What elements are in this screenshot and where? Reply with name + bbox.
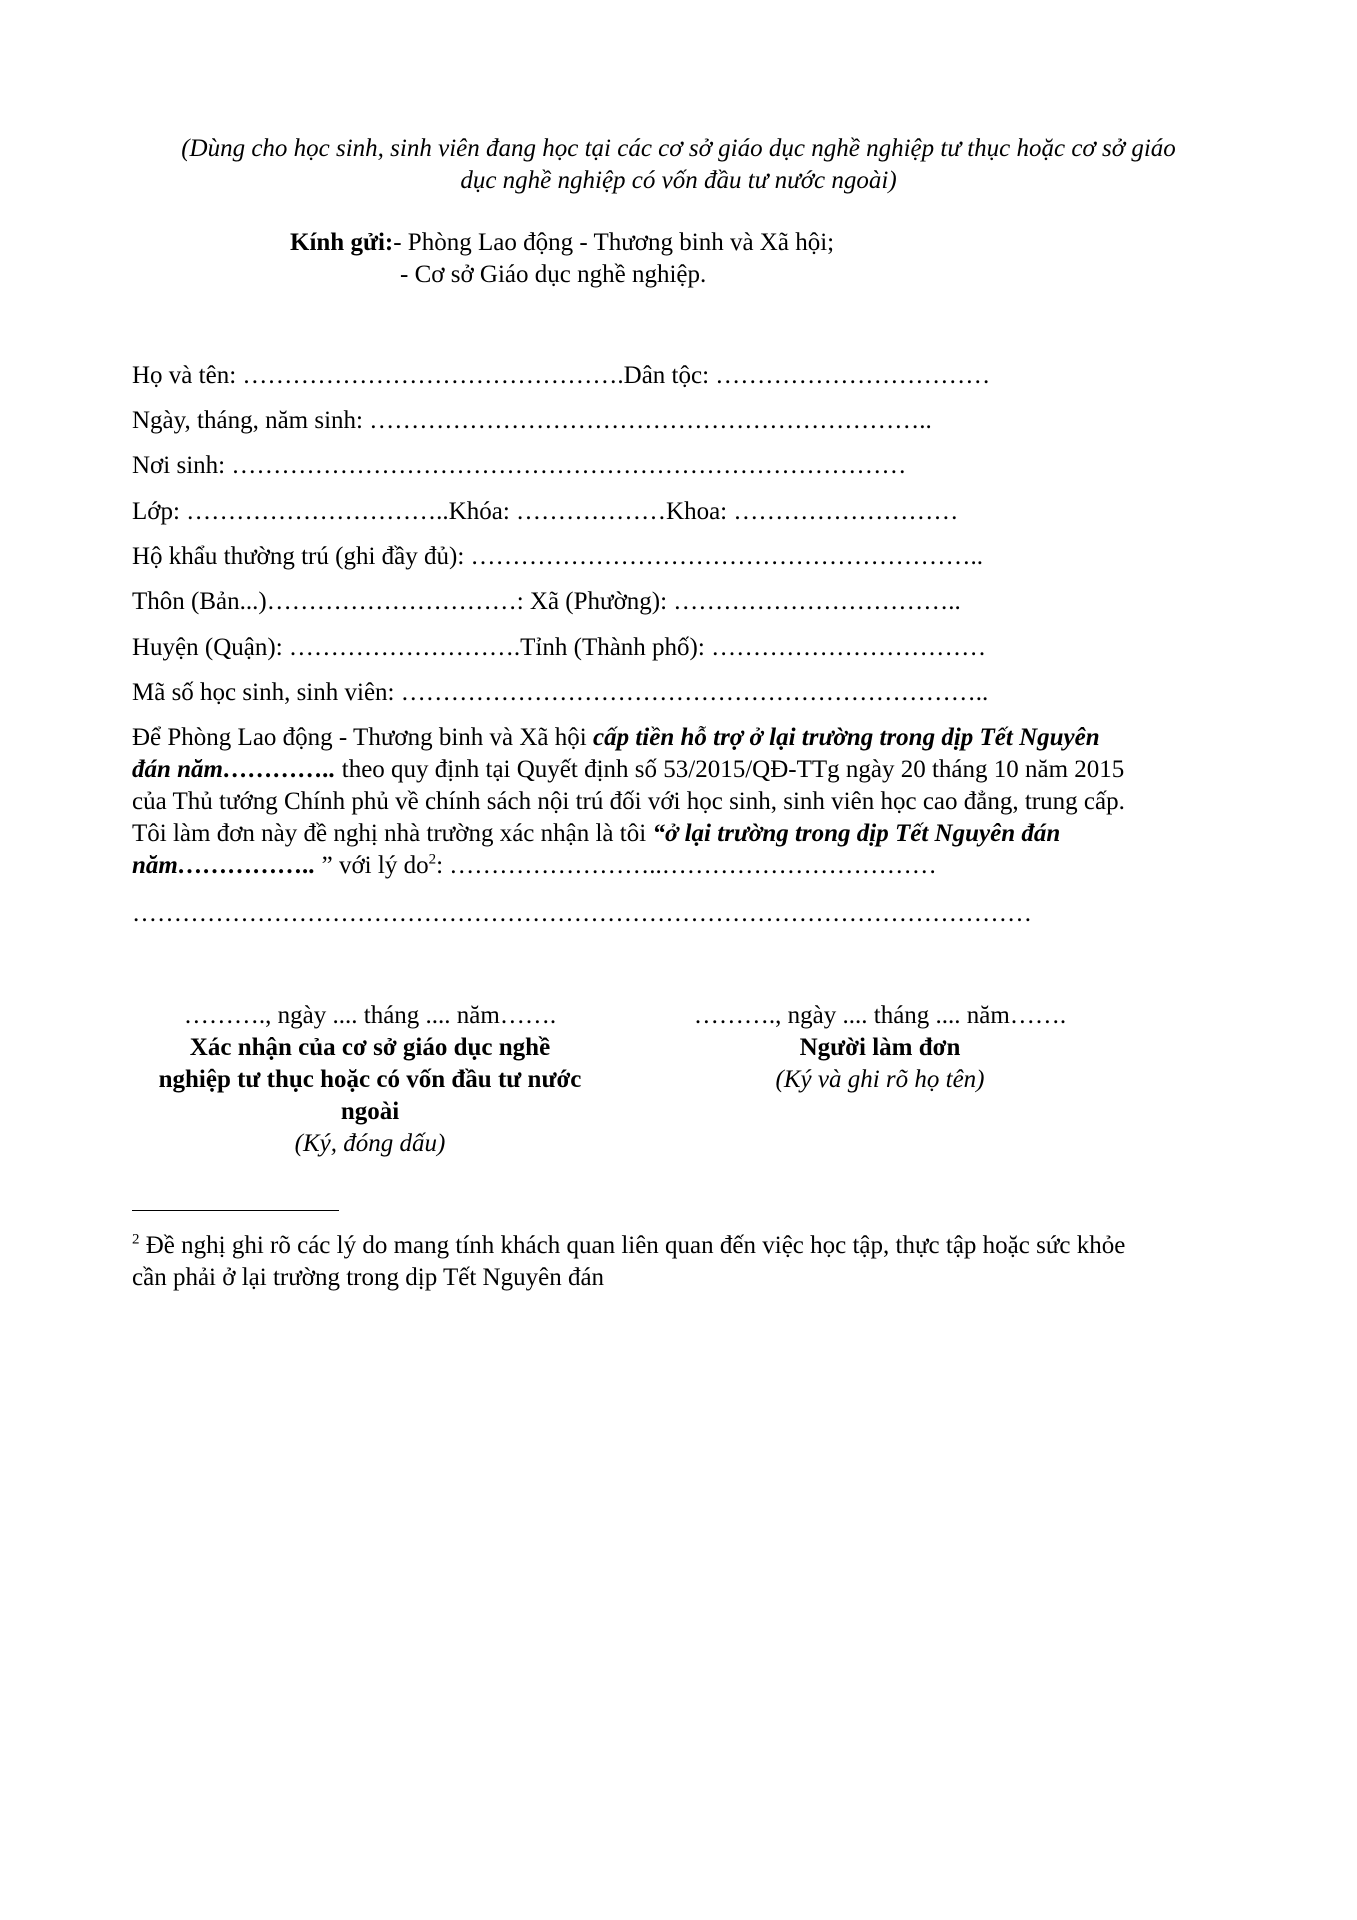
sig-left-date: ………., ngày .... tháng .... năm……. — [183, 1002, 557, 1029]
field-student-id: Mã số học sinh, sinh viên: …………………………………………………………….. — [132, 679, 989, 706]
field-full-name-ethnicity: Họ và tên: ……………………………………….Dân tộc: …………………………… — [132, 362, 991, 389]
field-date-of-birth: Ngày, tháng, năm sinh: ………………………………………………………….. — [132, 407, 932, 434]
sig-right-note: (Ký và ghi rõ họ tên) — [775, 1066, 985, 1093]
body-emphasis: năm…………….. — [132, 852, 316, 879]
body-line-5 — [132, 850, 937, 882]
body-line-6: ……………………………………………………………………………………………… — [132, 900, 1032, 927]
field-class-course-faculty: Lớp: …………………………..Khóa: ………………Khoa: ……………………… — [132, 498, 959, 525]
footnote-text: Đề nghị ghi rõ các lý do mang tính khách quan liên quan đến việc học tập, thực tập hoặc sức khỏe — [139, 1232, 1126, 1259]
footnote-ref: 2 — [428, 851, 437, 868]
field-district-province: Huyện (Quận): ……………………….Tỉnh (Thành phố): …………………………… — [132, 634, 987, 661]
footnote-line-1 — [132, 1230, 1125, 1262]
body-text: : ……………………..…………………………… — [436, 852, 937, 879]
footnote-line-2: cần phải ở lại trường trong dịp Tết Nguyên đán — [132, 1264, 605, 1291]
body-text: theo quy định tại Quyết định số 53/2015/QĐ-TTg ngày 20 tháng 10 năm 2015 — [335, 756, 1125, 783]
field-place-of-birth: Nơi sinh: ……………………………………………………………………… — [132, 452, 907, 479]
body-line-3: của Thủ tướng Chính phủ về chính sách nội trú đối với học sinh, sinh viên học cao đẳng, trung cấp. — [132, 788, 1125, 815]
body-text: ” với lý do — [315, 852, 429, 879]
footnote-number: 2 — [132, 1231, 140, 1248]
body-line-4 — [132, 818, 1060, 850]
sig-left-note: (Ký, đóng dấu) — [294, 1130, 446, 1157]
body-emphasis: cấp tiền hỗ trợ ở lại trường trong dịp Tết Nguyên — [592, 724, 1100, 751]
intro-line-1: (Dùng cho học sinh, sinh viên đang học tại các cơ sở giáo dục nghề nghiệp tư thục hoặc cơ sở giáo — [181, 135, 1176, 162]
recipient-line-1 — [290, 227, 834, 259]
recipient-line-2: - Cơ sở Giáo dục nghề nghiệp. — [400, 261, 707, 288]
recipient-office-1: - Phòng Lao động - Thương binh và Xã hội; — [393, 229, 835, 256]
sig-right-title: Người làm đơn — [799, 1034, 961, 1061]
body-emphasis: đán năm………….. — [132, 756, 336, 783]
sig-left-title-2: nghiệp tư thục hoặc có vốn đầu tư nước — [158, 1066, 582, 1093]
body-emphasis: “ở lại trường trong dịp Tết Nguyên đán — [652, 820, 1061, 847]
footnote-separator — [132, 1210, 339, 1211]
sig-right-date: ………., ngày .... tháng .... năm……. — [693, 1002, 1067, 1029]
intro-line-2: dục nghề nghiệp có vốn đầu tư nước ngoài) — [460, 167, 897, 194]
sig-left-title-3: ngoài — [340, 1098, 400, 1125]
field-village-commune: Thôn (Bản...)…………………………: Xã (Phường): …………………………….. — [132, 588, 961, 615]
body-text: Tôi làm đơn này đề nghị nhà trường xác nhận là tôi — [132, 820, 653, 847]
field-permanent-residence: Hộ khẩu thường trú (ghi đầy đủ): …………………………………………………….. — [132, 543, 984, 570]
body-line-2 — [132, 754, 1124, 786]
sig-left-title-1: Xác nhận của cơ sở giáo dục nghề — [189, 1034, 551, 1061]
recipient-label: Kính gửi: — [290, 229, 394, 256]
body-text: Để Phòng Lao động - Thương binh và Xã hội — [132, 724, 593, 751]
body-line-1 — [132, 722, 1100, 754]
